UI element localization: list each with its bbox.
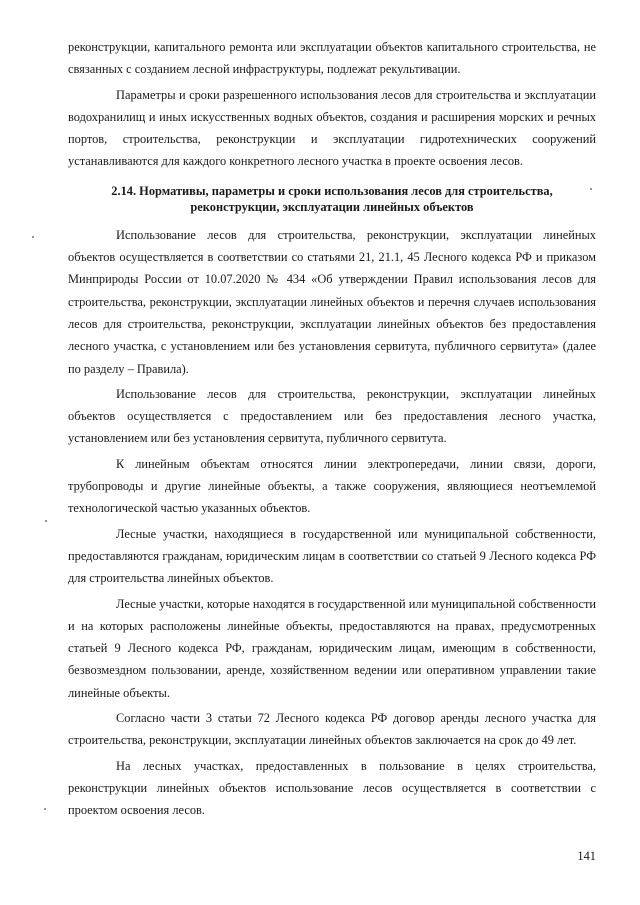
page-body xyxy=(68,36,596,822)
paragraph: Согласно части 3 статьи 72 Лесного кодекса РФ договор аренды лесного участка для строительства, реконструкции, эксплуатации линейных объектов заключается на срок до 49 лет. xyxy=(68,711,596,748)
scan-speck xyxy=(45,520,47,522)
scan-speck xyxy=(590,188,592,190)
section-heading: 2.14. Нормативы, параметры и сроки использования лесов для строительства, реконструкции, эксплуатации линейных объектов xyxy=(111,183,553,214)
page-number: 141 xyxy=(577,849,596,863)
paragraph: Использование лесов для строительства, реконструкции, эксплуатации линейных объектов осуществляется с предоставлением или без предоставления лесного участка, установлением или без установления сервитута, публичного сервитута. xyxy=(68,386,596,446)
paragraph: Лесные участки, которые находятся в государственной или муниципальной собственности и на которых расположены линейные объекты, предоставляются на правах, предусмотренных статьей 9 Лесного кодекса РФ, гражданам, юридическим лицам, имеющим в собственности, безвозмездном пользовании, аренде, хозяйственном ведении или оперативном управлении такие линейные объекты. xyxy=(68,596,596,700)
paragraph: На лесных участках, предоставленных в пользование в целях строительства, реконструкции линейных объектов использование лесов осуществляется в соответствии с проектом освоения лесов. xyxy=(68,758,596,818)
paragraph: Параметры и сроки разрешенного использования лесов для строительства и эксплуатации водохранилищ и иных искусственных водных объектов, создания и расширения морских и речных портов, строительства, реконструкции и эксплуатации гидротехнических сооружений устанавливаются для каждого конкретного лесного участка в проекте освоения лесов. xyxy=(68,87,596,169)
scan-speck xyxy=(44,808,46,810)
scan-speck xyxy=(32,236,34,238)
paragraph-continued: реконструкции, капитального ремонта или эксплуатации объектов капитального строительства, не связанных с созданием лесной инфраструктуры, подлежат рекультивации. xyxy=(68,40,596,77)
paragraph: К линейным объектам относятся линии электропередачи, линии связи, дороги, трубопроводы и другие линейные объекты, а также сооружения, являющиеся неотъемлемой технологической частью указанных объектов. xyxy=(68,456,596,516)
paragraph: Лесные участки, находящиеся в государственной или муниципальной собственности, предоставляются гражданам, юридическим лицам в соответствии со статьей 9 Лесного кодекса РФ для строительства линейных объектов. xyxy=(68,526,596,586)
paragraph: Использование лесов для строительства, реконструкции, эксплуатации линейных объектов осуществляется в соответствии со статьями 21, 21.1, 45 Лесного кодекса РФ и приказом Минприроды России от 10.07.2020 № 434 «Об утверждении Правил использования лесов для строительства, реконструкции, эксплуатации линейных объектов и перечня случаев использования лесов для строительства, реконструкции, эксплуатации линейных объектов без предоставления лесного участка, с установлением или без установления сервитута, публичного сервитута» (далее по разделу – Правила). xyxy=(68,227,596,376)
